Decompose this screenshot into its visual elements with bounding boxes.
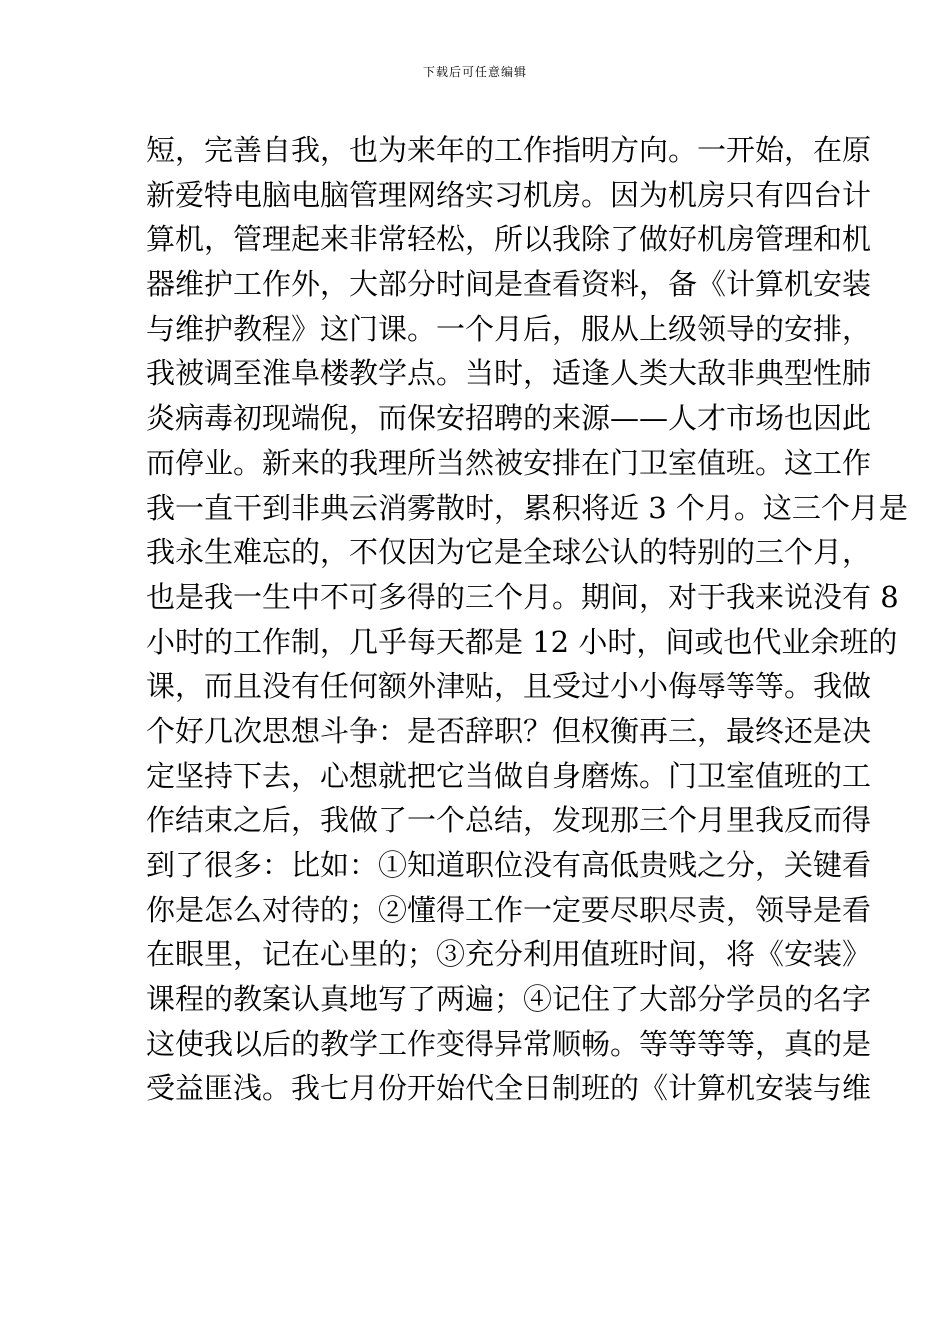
body-line-7: 炎病毒初现端倪，而保安招聘的来源——人才市场也因此 [146,401,872,436]
body-line-16: 作结束之后，我做了一个总结，发现那三个月里我反而得 [146,803,872,838]
body-line-19: 在眼里，记在心里的；③充分利用值班时间，将《安装》 [146,937,872,972]
body-line-18: 你是怎么对待的；②懂得工作一定要尽职尽责，领导是看 [146,892,872,927]
body-line-20: 课程的教案认真地写了两遍；④记住了大部分学员的名字 [146,982,872,1017]
body-line-17: 到了很多：比如：①知道职位没有高低贵贱之分，关键看 [146,848,872,882]
body-line-4: 器维护工作外，大部分时间是查看资料，备《计算机安装 [146,267,872,302]
body-line-15: 定坚持下去，心想就把它当做自身磨炼。门卫室值班的工 [146,758,872,793]
body-line-11: 也是我一生中不可多得的三个月。期间，对于我来说没有 8 [146,579,899,614]
body-line-10: 我永生难忘的，不仅因为它是全球公认的特别的三个月， [146,535,872,570]
body-line-13: 课，而且没有任何额外津贴，且受过小小侮辱等等。我做 [146,669,872,704]
body-line-21: 这使我以后的教学工作变得异常顺畅。等等等等，真的是 [146,1026,872,1061]
body-line-2: 新爱特电脑电脑管理网络实习机房。因为机房只有四台计 [146,177,872,212]
body-line-12: 小时的工作制，几乎每天都是 12 小时，间或也代业余班的 [146,624,898,659]
body-line-5: 与维护教程》这门课。一个月后，服从上级领导的安排， [146,311,872,346]
body-line-9: 我一直干到非典云消雾散时，累积将近 3 个月。这三个月是 [146,490,908,525]
body-line-6: 我被调至淮阜楼教学点。当时，适逢人类大敌非典型性肺 [146,356,872,391]
document-body [146,128,908,1111]
body-line-8: 而停业。新来的我理所当然被安排在门卫室值班。这工作 [146,445,872,480]
body-line-3: 算机，管理起来非常轻松，所以我除了做好机房管理和机 [146,222,872,257]
body-line-1: 短，完善自我，也为来年的工作指明方向。一开始，在原 [146,133,872,167]
page-header: 下载后可任意编辑 [422,65,527,79]
body-line-14: 个好几次思想斗争：是否辞职？但权衡再三，最终还是决 [146,713,872,748]
body-line-22: 受益匪浅。我七月份开始代全日制班的《计算机安装与维 [146,1071,872,1106]
